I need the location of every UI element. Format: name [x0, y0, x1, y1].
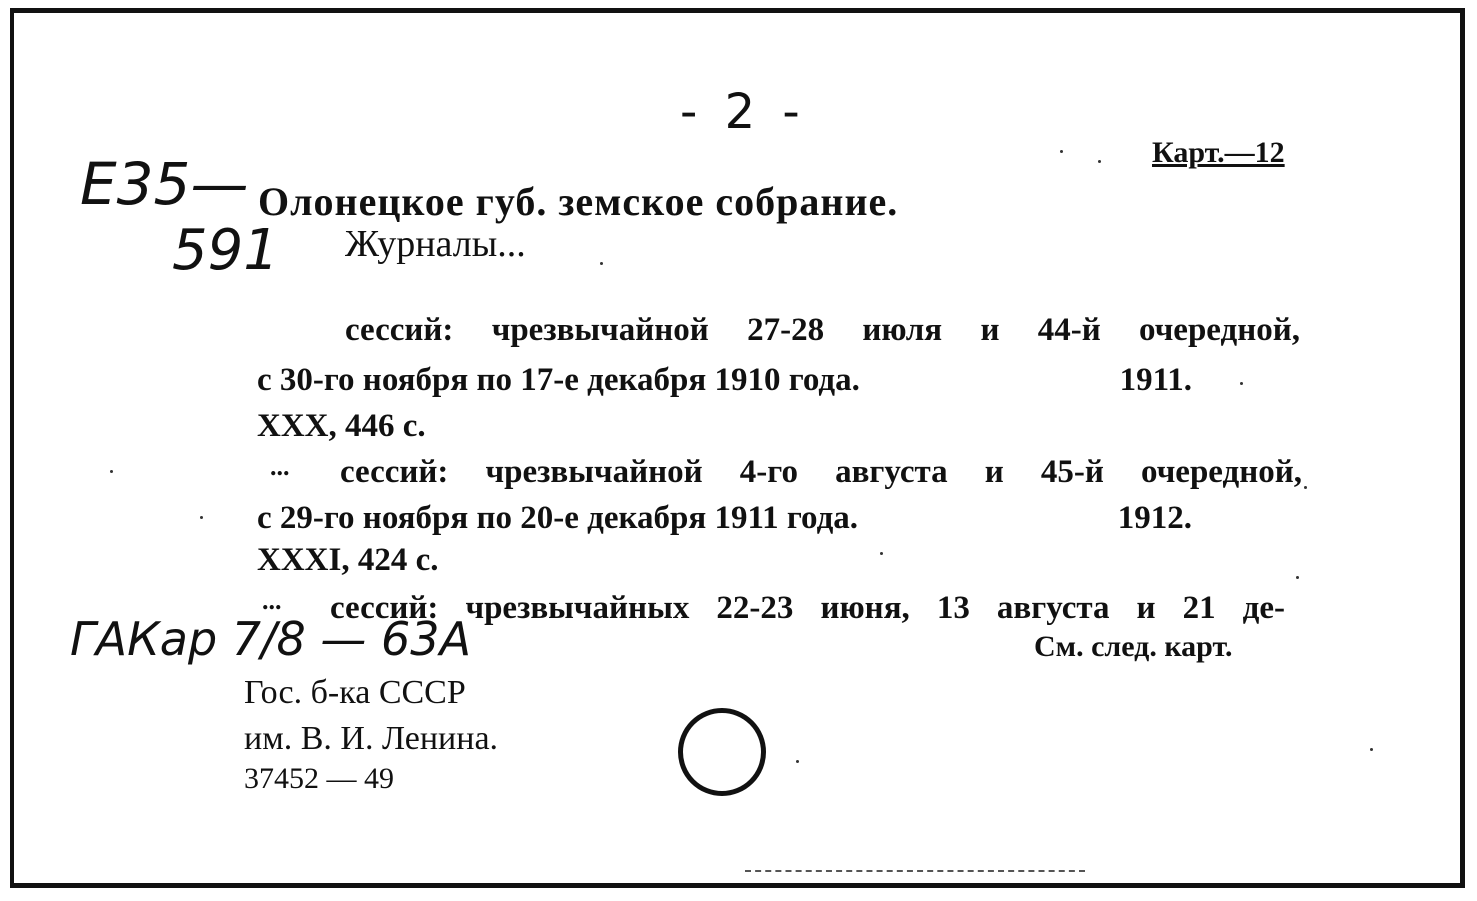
archive-mark: ГАКар 7/8 — 63А [70, 612, 472, 666]
library-stamp-line-2: им. В. И. Ленина. [244, 720, 499, 757]
scan-speck [1240, 382, 1243, 385]
scan-speck [1060, 150, 1063, 153]
see-next-card: См. след. карт. [1034, 630, 1233, 663]
entry-1-line-1: сессий: чрезвычайной 27-28 июля и 44-й очередной, [345, 312, 1300, 348]
bottom-scan-dashes [745, 870, 1085, 872]
entry-2-pages: XXXI, 424 с. [257, 542, 439, 578]
library-stamp-line-1: Гос. б-ка СССР [244, 674, 466, 711]
entry-3-line-1: сессий: чрезвычайных 22-23 июня, 13 августа и 21 де- [330, 590, 1285, 626]
scan-speck [880, 552, 883, 555]
page-number: - 2 - [680, 84, 806, 140]
entry-2-year: 1912. [1117, 500, 1192, 536]
entry-2-line-1: сессий: чрезвычайной 4-го августа и 45-й очередной, [340, 454, 1302, 490]
heading: Олонецкое губ. земское собрание. [258, 179, 899, 224]
card-rod-hole [678, 708, 766, 796]
entry-3-prefix: ... [262, 586, 282, 615]
entry-1-pages: XXX, 446 с. [257, 408, 426, 444]
card-reference: Карт.—12 [1152, 136, 1285, 169]
scan-speck [600, 262, 603, 265]
entry-2-dates: с 29-го ноября по 20-е декабря 1911 года. [257, 500, 859, 536]
call-number-sub: 591 [172, 218, 279, 283]
scan-speck [1296, 576, 1299, 579]
scan-speck [200, 516, 203, 519]
entry-1-year: 1911. [1119, 362, 1192, 398]
entry-1-dates: с 30-го ноября по 17-е декабря 1910 года. [257, 362, 860, 398]
scan-speck [1098, 160, 1101, 163]
entry-2-line-2 [257, 500, 1192, 537]
scan-speck [1304, 486, 1307, 489]
call-number-top: Е35— [80, 150, 249, 218]
scan-speck [1370, 748, 1373, 751]
library-stamp-line-3: 37452 — 49 [244, 762, 394, 795]
scan-speck [110, 470, 113, 473]
entry-1-line-2 [257, 362, 1192, 399]
entry-2-prefix: ... [270, 452, 290, 481]
scan-speck [796, 760, 799, 763]
subheading: Журналы... [345, 223, 526, 265]
